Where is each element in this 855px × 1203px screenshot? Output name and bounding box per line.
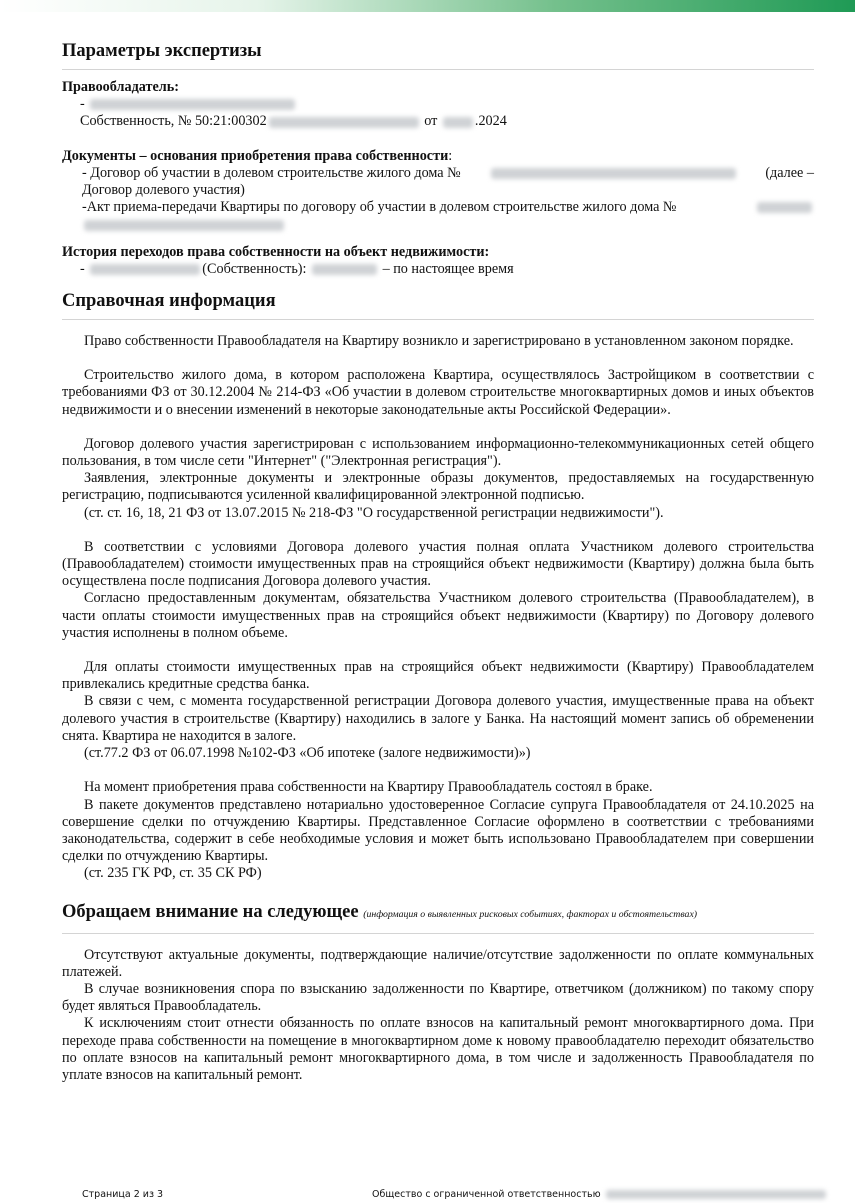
- history-block: - (Собственность): – по настоящее время: [80, 260, 514, 277]
- paragraph: В связи с чем, с момента государственной регистрации Договора долевого участия, имущественные права на объект долевого участия в строительстве (Квартиру) находились в залоге у Банка. На настоящий момент запись об обременении снята. Квартира не находится в залоге.: [62, 693, 814, 744]
- ownership-number: Собственность, № 50:21:00302: [80, 113, 267, 130]
- paragraph: К исключениям стоит отнести обязанность по оплате взносов на капитальный ремонт многоквартирного дома. При переходе права собственности на помещение в многоквартирном доме к новому правообладателю переходит обязательство по оплате взносов на капитальный ремонт многоквартирного дома, в том числе и задолженность Правообладателя по уплате взносов на капитальный ремонт.: [62, 1015, 814, 1083]
- law-reference: (ст. ст. 16, 18, 21 ФЗ от 13.07.2015 № 218-ФЗ "О государственной регистрации недвижимости").: [84, 504, 664, 521]
- divider: [62, 69, 814, 70]
- document-page: [62, 40, 814, 1084]
- redacted-contract-number: [491, 168, 736, 179]
- redacted-act-number-cont: [84, 220, 284, 231]
- redacted-date: [443, 117, 473, 128]
- doc1: - Договор об участии в долевом строительстве жилого дома №: [82, 164, 461, 181]
- page-footer: [82, 1186, 822, 1203]
- paragraph: Отсутствуют актуальные документы, подтверждающие наличие/отсутствие задолженности по оплате коммунальных платежей.: [62, 946, 814, 980]
- paragraph: Договор долевого участия зарегистрирован с использованием информационно-телекоммуникационных сетей общего пользования, в том числе сети "Интернет" ("Электронная регистрация").: [62, 435, 814, 470]
- section-title-expertise: Параметры экспертизы: [62, 41, 262, 61]
- law-reference: (ст. 235 ГК РФ, ст. 35 СК РФ): [84, 865, 262, 882]
- redacted-date: [312, 264, 377, 275]
- redacted-act-number: [757, 202, 812, 213]
- paragraph: Согласно предоставленным документам, обязательства Участником долевого строительства (Правообладателем), в части оплаты стоимости имущественных прав на строящийся объект недвижимости (Квартиру) по Договору долевого участия исполнены в полном объеме.: [62, 590, 814, 641]
- top-accent-bar: [0, 0, 855, 12]
- redacted-owner: [90, 264, 200, 275]
- paragraph: В пакете документов представлено нотариально удостоверенное Согласие супруга Правообладателя от 24.10.2025 на совершение сделки по отчуждению Квартиры. Представленное Согласие оформлено в соответствии с требованиями законодательства, содержит в себе необходимые условия и может быть использовано Правообладателем при совершении сделки по отчуждению Квартиры.: [62, 796, 814, 865]
- redacted-company: [606, 1190, 826, 1199]
- paragraph: Строительство жилого дома, в котором расположена Квартира, осуществлялось Застройщиком в соответствии с требованиями ФЗ от 30.12.2004 № 214-ФЗ «Об участии в долевом строительстве многоквартирных домов и иных объектов недвижимости и о внесении изменений в некоторые законодательные акты Российской Федерации».: [62, 367, 814, 418]
- law-reference: (ст.77.2 ФЗ от 06.07.1998 №102-ФЗ «Об ипотеке (залоге недвижимости)»): [84, 745, 531, 762]
- doc2: -Акт приема-передачи Квартиры по договору об участии в долевом строительстве жилого дома №: [82, 199, 677, 216]
- paragraph: Право собственности Правообладателя на Квартиру возникло и зарегистрировано в установленном законом порядке.: [84, 333, 794, 350]
- history-heading: История переходов права собственности на объект недвижимости:: [62, 243, 490, 260]
- divider: [62, 933, 814, 934]
- section-title-reference: Справочная информация: [62, 291, 276, 312]
- divider: [62, 319, 814, 320]
- page-number: Страница 2 из 3: [82, 1189, 164, 1200]
- paragraph: На момент приобретения права собственности на Квартиру Правообладатель состоял в браке.: [84, 779, 653, 796]
- owner-block: - Собственность, № 50:21:00302 от .2024: [80, 96, 507, 130]
- section-title-attention: Обращаем внимание на следующее (информация о выявленных рисковых событиях, факторах и обстоятельствах): [62, 901, 698, 922]
- paragraph: Для оплаты стоимости имущественных прав на строящийся объект недвижимости (Квартиру) Правообладателем привлекались кредитные средства банка.: [62, 659, 814, 693]
- docs-heading: Документы – основания приобретения права собственности:: [62, 147, 453, 164]
- company-name: Общество с ограниченной ответственностью: [372, 1189, 601, 1200]
- redacted-owner-name: [90, 99, 295, 110]
- redacted-registry-number: [269, 117, 419, 128]
- owner-heading: Правообладатель:: [62, 79, 179, 95]
- docs-list: - Договор об участии в долевом строительстве жилого дома № (далее – Договор долевого участия) -Акт приема-передачи Квартиры по договору об участии в долевом строительстве жилого дома №: [62, 165, 814, 234]
- paragraph: Заявления, электронные документы и электронные образы документов, предоставляемых на государственную регистрацию, подписываются усиленной квалифицированной электронной подписью.: [62, 470, 814, 504]
- paragraph: В соответствии с условиями Договора долевого участия полная оплата Участником долевого строительства (Правообладателем) стоимости имущественных прав на строящийся объект недвижимости (Квартиру) должна была быть осуществлена после подписания Договора долевого участия.: [62, 538, 814, 590]
- attention-subtitle: (информация о выявленных рисковых событиях, факторах и обстоятельствах): [363, 908, 698, 920]
- paragraph: В случае возникновения спора по взысканию задолженности по Квартире, ответчиком (должником) по такому спору будет являться Правообладатель.: [62, 980, 814, 1015]
